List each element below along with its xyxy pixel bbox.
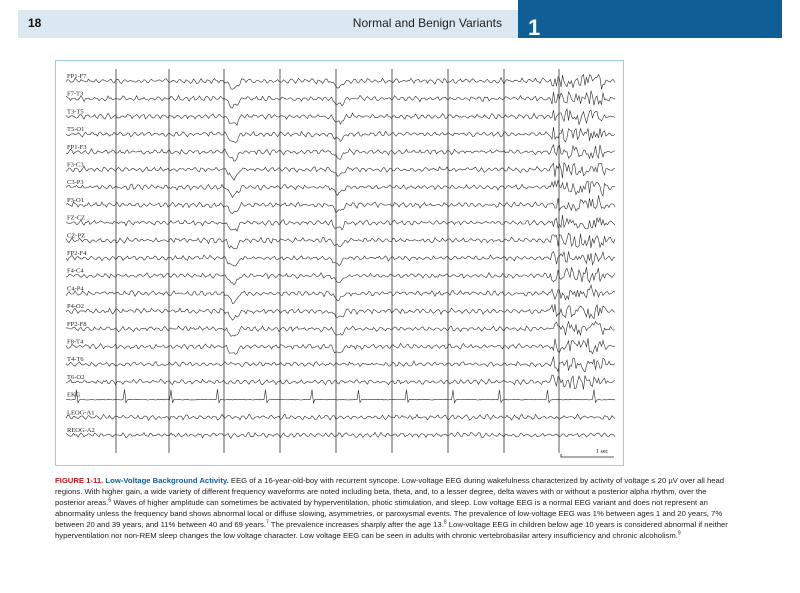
channel-label: FP1-F7 <box>67 73 87 80</box>
citation-ref: 6 <box>108 497 112 504</box>
channel-label: REOG-A2 <box>67 427 95 434</box>
eeg-channel-trace <box>66 215 615 231</box>
channel-label: FP2-F8 <box>67 320 87 328</box>
eeg-channel-trace <box>66 91 615 108</box>
eeg-channel-trace <box>66 304 615 320</box>
citation-ref: 7 <box>266 519 269 526</box>
chapter-tab <box>518 0 782 38</box>
channel-label: F3-C3 <box>67 161 84 169</box>
eeg-channel-trace <box>66 127 615 143</box>
channel-label: F8-T4 <box>67 338 84 346</box>
eeg-channel-trace <box>66 251 615 266</box>
citation-ref: 9 <box>677 529 681 536</box>
eeg-channel-trace <box>66 181 615 198</box>
time-scale-label: 1 sec <box>596 449 609 455</box>
eeg-channel-trace <box>66 357 615 372</box>
channel-label: T3-T5 <box>67 108 84 116</box>
chapter-title: Normal and Benign Variants <box>352 16 502 30</box>
channel-label: T4-T6 <box>67 356 84 364</box>
figure-caption <box>55 476 735 541</box>
eeg-figure <box>55 60 624 466</box>
eeg-channel-trace <box>66 321 615 336</box>
eeg-channel-trace <box>66 109 615 125</box>
channel-label: F7-T3 <box>67 90 84 98</box>
caption-text-4: Low-voltage EEG in children below age 10 years is considered abnormal if neither hyperventilation nor non-REM sleep changes the low voltage character. Low voltage EEG can be seen in adults with chronic vertebrobasilar artery insufficiency and chronic alcoholism. <box>55 519 728 540</box>
eeg-channel-trace <box>66 163 615 181</box>
channel-label: P4-O2 <box>67 303 84 311</box>
figure-label: FIGURE 1-11. <box>55 476 104 485</box>
chapter-number: 1 <box>528 15 541 40</box>
figure-title: Low-Voltage Background Activity. <box>105 476 229 485</box>
eeg-tracing <box>56 61 623 465</box>
eeg-channel-trace <box>66 414 615 420</box>
citation-ref: 8 <box>443 519 447 526</box>
channel-label: F4-C4 <box>67 267 84 275</box>
eeg-channel-trace <box>66 267 615 285</box>
channel-label: P3-O1 <box>67 196 84 204</box>
channel-label: C3-P3 <box>67 179 84 187</box>
caption-text-2: Waves of higher amplitude can sometimes be activated by hyperventilation, photic stimulation, and sleep. Low voltage EEG is a normal EEG variant and does not represent an abnormality unless the frequency band shows abnormal local or diffuse slowing, asymmetries, or paroxysmal events. The prevalence of low-voltage EEG was 1% between ages 1 and 20 years, 7% between 20 and 39 years, and 11% between 40 and 69 years. <box>55 497 723 529</box>
eeg-channel-trace <box>66 375 615 390</box>
eeg-channel-trace <box>66 285 615 304</box>
eeg-channel-trace <box>66 233 615 249</box>
eeg-channel-trace <box>66 338 615 354</box>
caption-text-3: The prevalence increases sharply after the age 13. <box>268 519 444 529</box>
channel-label: T5-O1 <box>67 126 85 134</box>
channel-label: FP1-F3 <box>67 143 87 151</box>
eeg-channel-trace <box>66 389 615 403</box>
channel-label: C4-P4 <box>67 285 84 293</box>
eeg-channel-trace <box>66 432 615 438</box>
eeg-channel-trace <box>66 75 615 90</box>
channel-label: LEOG-A1 <box>67 409 95 417</box>
caption-text-1: EEG of a 16-year-old-boy with recurrent syncope. Low-voltage EEG during wakefulness characterized by activity of voltage ≤ 20 µV over all head regions. With higher gain, a wide variety of different frequency waveforms are noted including beta, theta, and, to a lesser degree, delta waves with or without a posterior alpha rhythm, over the posterior areas. <box>55 476 725 507</box>
page-number: 18 <box>28 16 42 30</box>
eeg-channel-trace <box>66 145 615 161</box>
channel-label: T6-O2 <box>67 373 85 381</box>
channel-label: FZ-CZ <box>67 214 86 222</box>
eeg-channel-trace <box>66 195 615 213</box>
channel-label: CZ-PZ <box>67 232 86 240</box>
channel-label: EKG <box>67 391 81 399</box>
channel-label: FP2-F4 <box>67 250 87 257</box>
